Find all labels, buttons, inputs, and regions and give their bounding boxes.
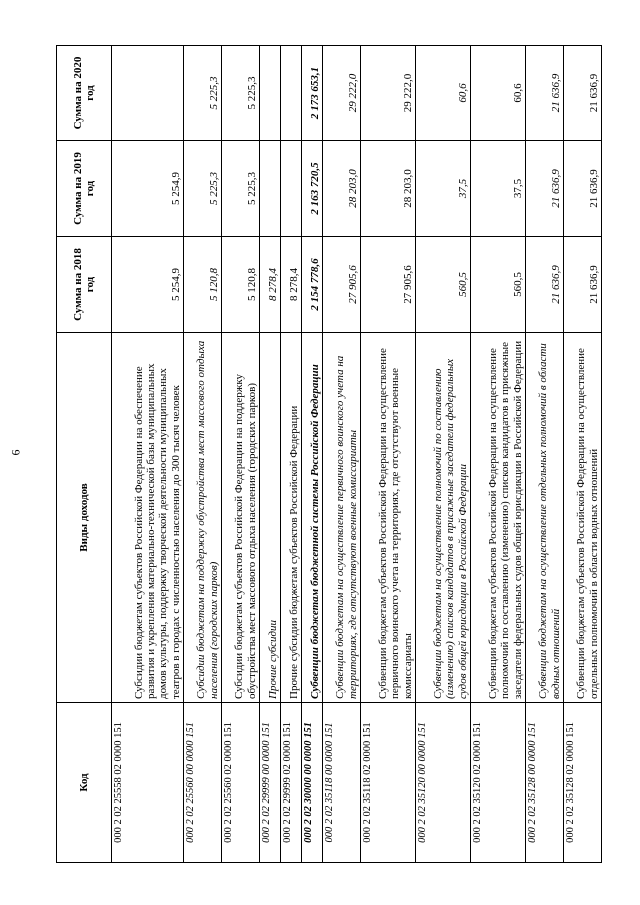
row-name: Прочие субсидии бюджетам субъектов Российской Федерации [280,333,301,703]
row-code: 000 2 02 35118 00 0000 151 [323,703,361,863]
table-row [563,46,601,863]
row-2018: 560,5 [416,237,471,333]
table-header-row [57,46,112,863]
row-code: 000 2 02 25560 00 0000 151 [183,703,221,863]
row-name: Субвенции бюджетам субъектов Российской Федерации на осуществление полномочий по составлению (изменению) списков кандидатов в присяжные заседатели федеральных судов общей юрисдикции в Российской Федерации [470,333,525,703]
row-code: 000 2 02 29999 00 0000 151 [259,703,280,863]
row-2019: 28 203,0 [361,141,416,237]
row-2018: 2 154 778,6 [302,237,323,333]
row-2019: 21 636,9 [563,141,601,237]
row-name: Субвенции бюджетам субъектов Российской Федерации на осуществление первичного воинского учета на территориях, где отсутствуют военные комиссариаты [361,333,416,703]
row-2018: 27 905,6 [323,237,361,333]
table-row [259,46,280,863]
row-name: Субвенции бюджетам на осуществление полномочий по составлению (изменению) списков кандидатов в присяжные заседатели федеральных судов общей юрисдикции в Российской Федерации [416,333,471,703]
header-2020: Сумма на 2020 год [57,46,112,141]
row-2020 [259,46,280,141]
row-2020: 60,6 [470,46,525,141]
row-2018: 5 120,8 [221,237,259,333]
revenue-table [56,45,602,863]
row-code: 000 2 02 35128 00 0000 151 [525,703,563,863]
row-code: 000 2 02 29999 02 0000 151 [280,703,301,863]
row-2018: 8 278,4 [259,237,280,333]
header-2019: Сумма на 2019 год [57,141,112,237]
table-row [302,46,323,863]
row-name: Субсидии бюджетам субъектов Российской Федерации на обеспечение развития и укрепления материально-технической базы муниципальных домов культуры, поддержку творческой деятельности муниципальных театров в городах с численностью населения до 300 тысяч человек [112,333,184,703]
table-row [525,46,563,863]
row-2020: 5 225,3 [221,46,259,141]
row-2018: 5 254,9 [112,237,184,333]
row-2019: 37,5 [416,141,471,237]
row-name: Прочие субсидии [259,333,280,703]
row-2019: 28 203,0 [323,141,361,237]
row-2019: 2 163 720,5 [302,141,323,237]
row-2019 [259,141,280,237]
row-2019: 5 254,9 [112,141,184,237]
row-2019 [280,141,301,237]
row-code: 000 2 02 30000 00 0000 151 [302,703,323,863]
table-row [280,46,301,863]
row-code: 000 2 02 35120 00 0000 151 [416,703,471,863]
table-row [470,46,525,863]
header-code: Код [57,703,112,863]
table-row [416,46,471,863]
row-2018: 8 278,4 [280,237,301,333]
row-code: 000 2 02 25558 02 0000 151 [112,703,184,863]
rotated-page [56,46,602,863]
page-number: 6 [8,449,23,456]
row-name: Субвенции бюджетам на осуществление первичного воинского учета на территориях, где отсутствуют военные комиссариаты [323,333,361,703]
row-2018: 27 905,6 [361,237,416,333]
row-2020: 29 222,0 [323,46,361,141]
table-row [112,46,184,863]
row-2020: 2 173 653,1 [302,46,323,141]
row-2020 [112,46,184,141]
row-2018: 21 636,9 [563,237,601,333]
row-2020: 5 225,3 [183,46,221,141]
table-body [112,46,602,863]
table-row [183,46,221,863]
row-2020: 21 636,9 [525,46,563,141]
row-name: Субвенции бюджетам бюджетной системы Российской Федерации [302,333,323,703]
row-code: 000 2 02 35128 02 0000 151 [563,703,601,863]
row-2019: 37,5 [470,141,525,237]
row-code: 000 2 02 25560 02 0000 151 [221,703,259,863]
row-2019: 5 225,3 [221,141,259,237]
header-name: Виды доходов [57,333,112,703]
row-2019: 5 225,3 [183,141,221,237]
header-2018: Сумма на 2018 год [57,237,112,333]
row-2020: 29 222,0 [361,46,416,141]
table-row [221,46,259,863]
row-name: Субвенции бюджетам на осуществление отдельных полномочий в области водных отношений [525,333,563,703]
row-2018: 560,5 [470,237,525,333]
row-code: 000 2 02 35118 02 0000 151 [361,703,416,863]
row-code: 000 2 02 35120 02 0000 151 [470,703,525,863]
row-name: Субвенции бюджетам субъектов Российской Федерации на осуществление отдельных полномочий в области водных отношений [563,333,601,703]
row-2020: 60,6 [416,46,471,141]
table-row [323,46,361,863]
row-2020 [280,46,301,141]
row-name: Субсидии бюджетам субъектов Российской Федерации на поддержку обустройства мест массового отдыха населения (городских парков) [221,333,259,703]
row-2019: 21 636,9 [525,141,563,237]
row-name: Субсидии бюджетам на поддержку обустройства мест массового отдыха населения (городских парков) [183,333,221,703]
row-2018: 21 636,9 [525,237,563,333]
table-row [361,46,416,863]
row-2020: 21 636,9 [563,46,601,141]
row-2018: 5 120,8 [183,237,221,333]
